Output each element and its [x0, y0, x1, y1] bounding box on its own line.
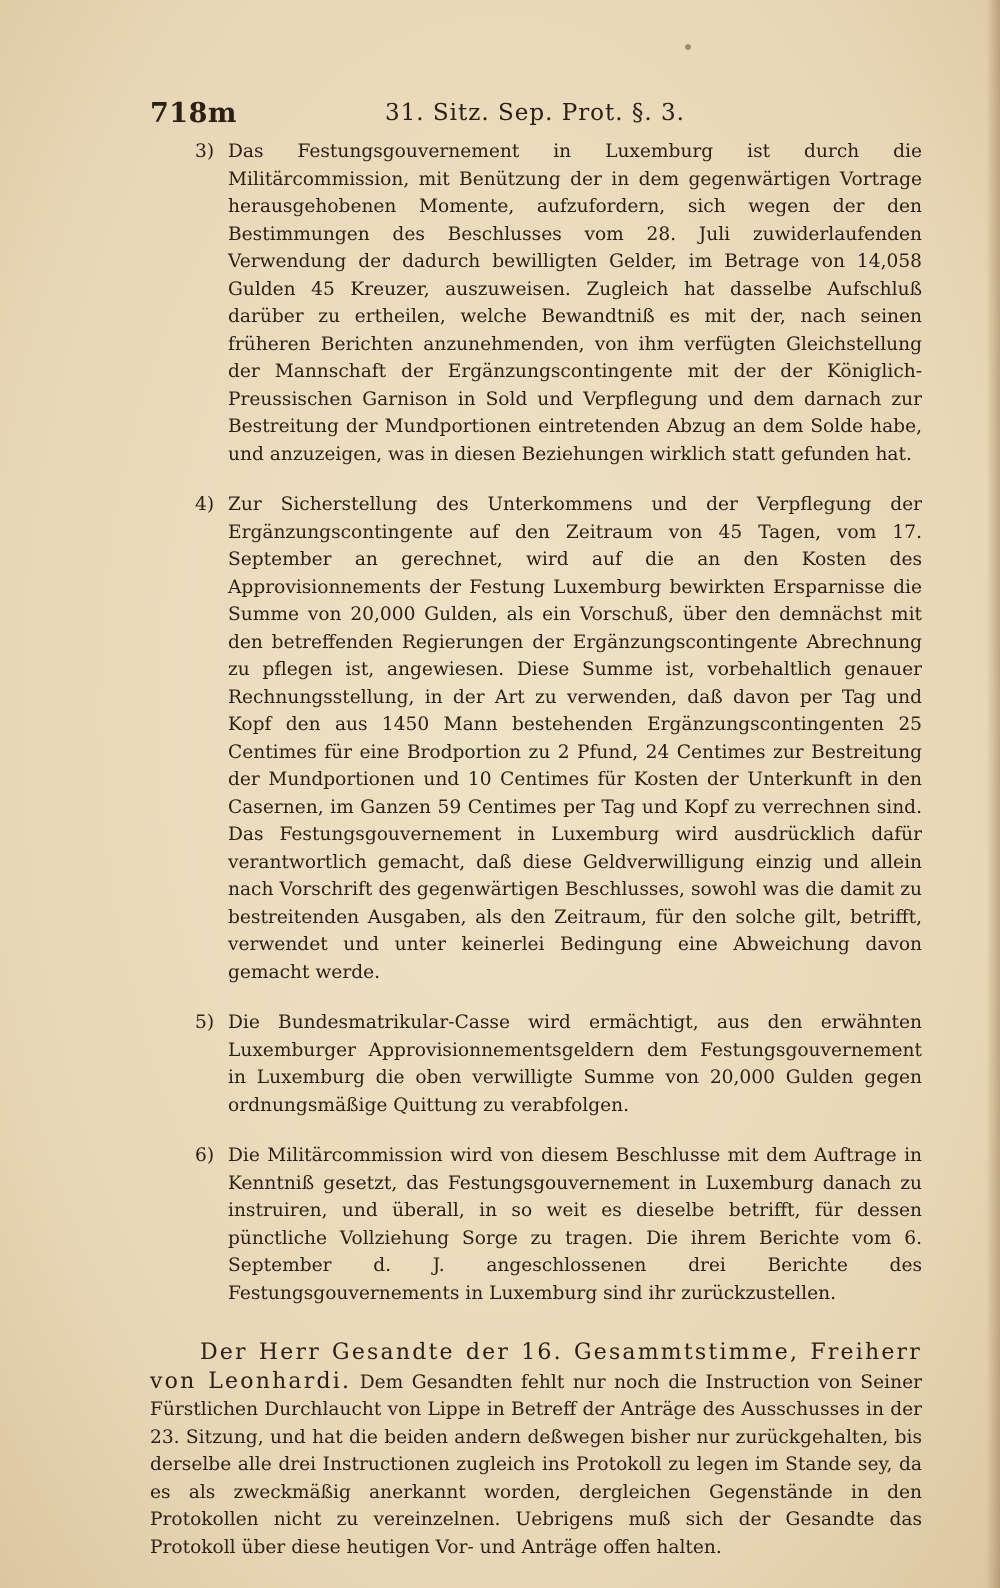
item-text: Zur Sicherstellung des Unterkommens und der Verpflegung der Ergänzungscontingente auf den Zeitraum von 45 Tagen, vom 17. September an gerechnet, wird auf die an den Kosten des Approvisionnements der Festung Luxemburg bewirkten Ersparnisse die Summe von 20,000 Gulden, als ein Vorschuß, über den demnächst mit den betreffenden Regierungen der Ergänzungscontingente Abrechnung zu pflegen ist, angewiesen. Diese Summe ist, vorbehaltlich genauer Rechnungsstellung, in der Art zu verwenden, daß davon per Tag und Kopf den aus 1450 Mann bestehenden Ergänzungscontingenten 25 Centimes für eine Brodportion zu 2 Pfund, 24 Centimes zur Bestreitung der Mundportionen und 10 Centimes für Kosten der Unterkunft in den Casernen, im Ganzen 59 Centimes per Tag und Kopf zu verrechnen sind. Das Festungsgouvernement in Luxemburg wird ausdrücklich dafür verantwortlich gemacht, daß diese Geldverwilligung einzig und allein nach Vorschrift des gegenwärtigen Beschlusses, sowohl was die damit zu bestreitenden Ausgaben, als den Zeitraum, für den solche gilt, betrifft, verwendet und unter keinerlei Bedingung eine Abweichung davon gemacht werde.	[228, 494, 922, 983]
item-text: Die Militärcommission wird von diesem Beschlusse mit dem Auftrage in Kenntniß gesetzt, das Festungsgouvernement in Luxemburg danach zu instruiren, und überall, in so weit es dieselbe betrifft, für dessen pünctliche Vollziehung Sorge zu tragen. Die ihrem Berichte vom 6. September d. J. angeschlossenen drei Berichte des Festungsgouvernements in Luxemburg sind ihr zurückzustellen.	[228, 1145, 922, 1304]
resolution-item-4	[150, 491, 922, 986]
body-text	[150, 138, 922, 1580]
item-text: Die Bundesmatrikular-Casse wird ermächtigt, aus den erwähnten Luxemburger Approvisionnementsgeldern dem Festungsgouvernement in Luxemburg die oben verwilligte Summe von 20,000 Gulden gegen ordnungsmäßige Quittung zu verabfolgen.	[228, 1012, 922, 1116]
item-number: 3)	[195, 141, 215, 162]
item-number: 5)	[195, 1012, 215, 1033]
resolution-item-3	[150, 138, 922, 468]
closing-text: Dem Gesandten fehlt nur noch die Instruction von Seiner Fürstlichen Durchlaucht von Lippe in Betreff der Anträge des Ausschusses in der 23. Sitzung, und hat die beiden andern deßwegen bisher nur zurückgehalten, bis derselbe alle drei Instructionen zugleich ins Protokoll zu legen im Stande sey, da es als zweckmäßig anerkannt worden, dergleichen Gegenstände in den Protokollen nicht zu vereinzelnen. Uebrigens muß sich der Gesandte das Protokoll über diese heutigen Vor- und Anträge offen halten.	[150, 1371, 922, 1558]
item-text: Das Festungsgouvernement in Luxemburg ist durch die Militärcommission, mit Benützung der in dem gegenwärtigen Vortrage herausgehobenen Momente, aufzufordern, sich wegen der den Bestimmungen des Beschlusses vom 28. Juli zuwiderlaufenden Verwendung der dadurch bewilligten Gelder, im Betrage von 14,058 Gulden 45 Kreuzer, auszuweisen. Zugleich hat dasselbe Aufschluß darüber zu ertheilen, welche Bewandtniß es mit der, nach seinen früheren Berichten anzunehmenden, von ihm verfügten Gleichstellung der Mannschaft der Ergänzungscontingente mit der der Königlich-Preussischen Garnison in Sold und Verpflegung und dem darnach zur Bestreitung der Mundportionen eintretenden Abzug an dem Solde habe, und anzuzeigen, was in diesen Beziehungen wirklich statt gefunden hat.	[228, 141, 922, 465]
resolution-item-6	[150, 1142, 922, 1307]
speaker-heading: Der Herr Gesandte der 16. Gesammtstimme, Freiherr von Leonhardi.	[150, 1340, 922, 1394]
ink-spot	[685, 44, 691, 50]
running-head: 31. Sitz. Sep. Prot. §. 3.	[385, 100, 685, 126]
page-edge-shadow	[986, 0, 1000, 1588]
page-number: 718m	[150, 98, 237, 129]
item-number: 6)	[195, 1145, 215, 1166]
closing-paragraph	[150, 1339, 922, 1561]
item-number: 4)	[195, 494, 215, 515]
page-header	[150, 98, 920, 138]
resolution-item-5	[150, 1009, 922, 1119]
